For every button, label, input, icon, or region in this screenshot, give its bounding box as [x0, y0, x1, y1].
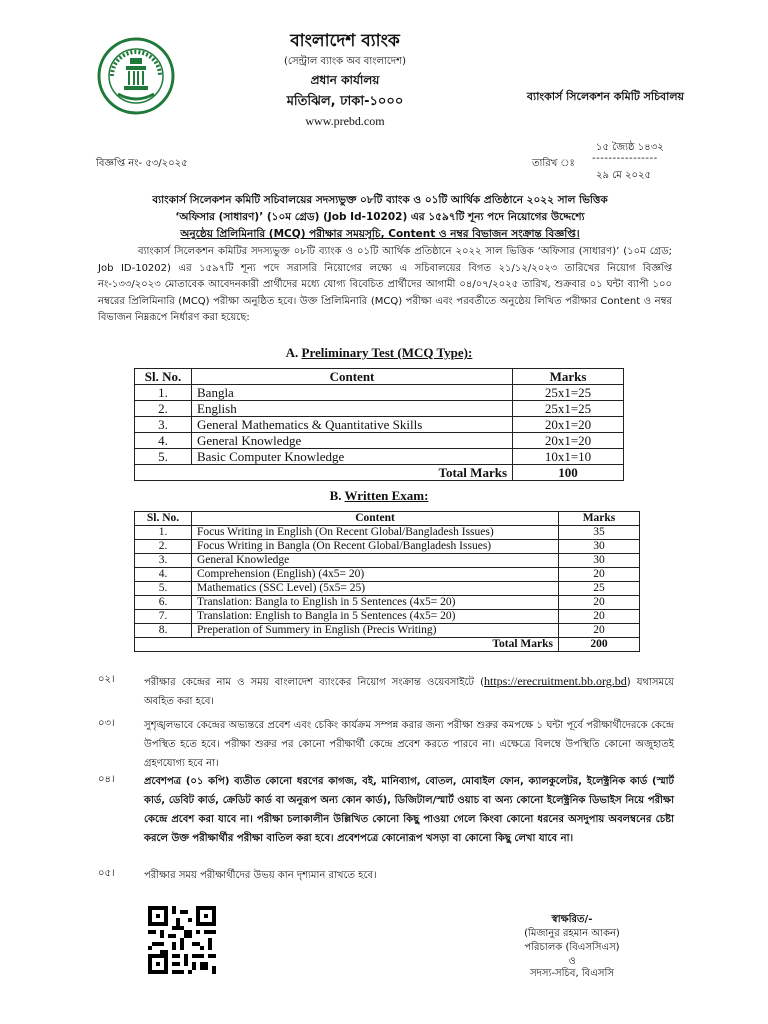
item-number: ০৫। — [98, 868, 115, 879]
website-link[interactable]: www.prebd.com — [305, 114, 385, 128]
subject-line-3: অনুষ্ঠেয় প্রিলিমিনারি (MCQ) পরীক্ষার সময়সূচি, Content ও নম্বর বিভাজন সংক্রান্ত বিজ্ঞপ্তি। — [180, 228, 580, 240]
row-sl: 2. — [135, 401, 192, 417]
row-content: Bangla — [192, 385, 513, 401]
row-sl: 6. — [135, 596, 192, 610]
total-label: Total Marks — [135, 638, 559, 652]
row-marks: 35 — [559, 526, 640, 540]
date-bangla: ১৫ জ্যৈষ্ঠ ১৪৩২ — [596, 142, 664, 153]
row-sl: 5. — [135, 449, 192, 465]
item-text — [144, 672, 674, 711]
row-marks: 25x1=25 — [513, 401, 624, 417]
item-text: সুশৃঙ্খলভাবে কেন্দ্রের অভ্যন্তরে প্রবেশ এবং চেকিং কার্যক্রম সম্পন্ন করার জন্য পরীক্ষা শুরুর কমপক্ষে ১ ঘন্টা পূর্বে পরীক্ষার্থীদেরকে কেন্দ্রে উপস্থিত হতে হবে। পরীক্ষা শুরুর পর কোনো পরীক্ষার্থী কেন্দ্রে প্রবেশ করতে পারবে না। এক্ষেত্রে বিলম্বে উপস্থিতি কোনো অজুহাতই গ্রহণযোগ্য হবে না। — [144, 720, 674, 769]
row-marks: 20x1=20 — [513, 433, 624, 449]
row-content: Mathematics (SSC Level) (5x5= 25) — [192, 582, 559, 596]
row-marks: 30 — [559, 554, 640, 568]
row-sl: 4. — [135, 433, 192, 449]
table-row — [135, 449, 624, 465]
col-sl: Sl. No. — [135, 512, 192, 526]
total-row — [135, 465, 624, 481]
col-marks: Marks — [513, 369, 624, 385]
row-sl: 1. — [135, 526, 192, 540]
col-content: Content — [192, 369, 513, 385]
date-english: ২৯ মে ২০২৫ — [596, 170, 651, 181]
row-content: General Knowledge — [192, 433, 513, 449]
table-row — [135, 596, 640, 610]
row-sl: 3. — [135, 554, 192, 568]
row-sl: 8. — [135, 624, 192, 638]
table-row — [135, 568, 640, 582]
table-row — [135, 540, 640, 554]
item-number: ০২। — [98, 674, 115, 685]
row-marks: 20 — [559, 610, 640, 624]
preliminary-test-table — [134, 368, 624, 481]
total-label: Total Marks — [135, 465, 513, 481]
secretariat-label: ব্যাংকার্স সিলেকশন কমিটি সচিবালয় — [526, 90, 684, 103]
bank-name: বাংলাদেশ ব্যাংক — [290, 31, 400, 51]
item-text: পরীক্ষার সময় পরীক্ষার্থীদের উভয় কান দৃশ্যমান রাখতে হবে। — [144, 870, 377, 881]
row-marks: 25x1=25 — [513, 385, 624, 401]
section-b-heading — [134, 488, 624, 504]
notice-body: ব্যাংকার্স সিলেকশন কমিটির সদস্যভুক্ত ০৮টি ব্যাংক ও ০১টি আর্থিক প্রতিষ্ঠানে ২০২২ সাল ভিত্তিক ‘অফিসার (সাধারণ)’ (১০ম গ্রেড; Job ID-10202) এর ১৫৯৭টি শূন্য পদে সরাসরি নিয়োগের লক্ষ্যে এ সচিবালয়ের বিগত ২১/১২/২০২৩ তারিখের নিয়োগ বিজ্ঞপ্তি নং-১৩৩/২০২৩ মোতাবেক আবেদনকারী প্রার্থীদের মধ্যে যোগ্য বিবেচিত প্রার্থীদের আগামী ০৪/০৭/২০২৫ তারিখ, শুক্রবার ০১ ঘন্টা ব্যাপী ১০০ নম্বরের প্রিলিমিনারি (MCQ) পরীক্ষা অনুষ্ঠিত হবে। উক্ত প্রিলিমিনারি (MCQ) পরীক্ষা এবং পরবর্তীতে অনুষ্ঠেয় লিখিত পরীক্ষার Content ও নম্বর বিভাজন নিম্নরূপে নির্ধারণ করা হয়েছে: — [98, 246, 672, 323]
item-text-after: ) যথাসময়ে অবহিত করা হবে। — [144, 677, 674, 707]
row-content: Preperation of Summery in English (Precis Writing) — [192, 624, 559, 638]
written-exam-table — [134, 511, 640, 652]
table-row — [135, 417, 624, 433]
head-office: প্রধান কার্যালয় — [310, 73, 380, 87]
row-content: Translation: English to Bangla in 5 Sentences (4x5= 20) — [192, 610, 559, 624]
table-row — [135, 582, 640, 596]
row-marks: 20 — [559, 624, 640, 638]
item-number: ০৪। — [98, 774, 115, 785]
total-value: 200 — [559, 638, 640, 652]
bank-address: মতিঝিল, ঢাকা-১০০০ — [286, 94, 404, 109]
row-marks: 30 — [559, 540, 640, 554]
row-sl: 3. — [135, 417, 192, 433]
section-b-title: Written Exam: — [344, 488, 429, 503]
date-separator: ---------------- — [592, 153, 658, 164]
table-row — [135, 610, 640, 624]
signatory-name: (মিজানুর রহমান আকন) — [524, 928, 620, 939]
bank-subtitle: (সেন্ট্রাল ব্যাংক অব বাংলাদেশ) — [284, 56, 406, 67]
row-sl: 4. — [135, 568, 192, 582]
date-label: তারিখ ঃ — [532, 158, 575, 169]
notice-number: বিজ্ঞপ্তি নং- ৫৩/২০২৫ — [96, 158, 188, 169]
row-marks: 20x1=20 — [513, 417, 624, 433]
section-a-heading — [134, 345, 624, 361]
subject-line-1: ব্যাংকার্স সিলেকশন কমিটি সচিবালয়ের সদস্যভুক্ত ০৮টি ব্যাংক ও ০১টি আর্থিক প্রতিষ্ঠানে ২০২২ সাল ভিত্তিক — [152, 194, 608, 206]
row-marks: 20 — [559, 568, 640, 582]
row-sl: 2. — [135, 540, 192, 554]
table-header-row — [135, 512, 640, 526]
table-row — [135, 624, 640, 638]
row-content: Comprehension (English) (4x5= 20) — [192, 568, 559, 582]
row-content: English — [192, 401, 513, 417]
item-text-before: পরীক্ষার কেন্দ্রের নাম ও সময় বাংলাদেশ ব্যাংকের নিয়োগ সংক্রান্ত ওয়েবসাইটে ( — [144, 677, 484, 688]
row-sl: 7. — [135, 610, 192, 624]
total-value: 100 — [513, 465, 624, 481]
table-row — [135, 526, 640, 540]
total-row — [135, 638, 640, 652]
recruitment-link[interactable]: https://erecruitment.bb.org.bd — [484, 674, 627, 688]
row-sl: 5. — [135, 582, 192, 596]
table-header-row — [135, 369, 624, 385]
row-marks: 25 — [559, 582, 640, 596]
item-text: প্রবেশপত্র (০১ কপি) ব্যতীত কোনো ধরণের কাগজ, বই, মানিব্যাগ, বোতল, মোবাইল ফোন, ক্যালকুলেটর, ইলেক্ট্রনিক কার্ড (স্মার্ট কার্ড, ডেবিট কার্ড, ক্রেডিট কার্ড বা অনুরূপ অন্য কোন কার্ড), ডিজিটাল/স্মার্ট ওয়াচ বা অন্য কোনো ইলেক্ট্রনিক ডিভাইস নিয়ে পরীক্ষা কেন্দ্রে প্রবেশ করা যাবে না। পরীক্ষা চলাকালীন উল্লিখিত কোনো কিছু পাওয়া গেলে কিংবা কোনো ধরনের অসদুপায় অবলম্বনের চেষ্টা করলে উক্ত পরীক্ষার্থীর পরীক্ষা বাতিল করা হবে। প্রবেশপত্রে কোনোরূপ খসড়া বা কোনো কিছু লেখা যাবে না। — [144, 776, 674, 844]
table-row — [135, 554, 640, 568]
table-row — [135, 433, 624, 449]
col-marks: Marks — [559, 512, 640, 526]
signatory-title-1: পরিচালক (বিএসসিএস) — [524, 942, 620, 953]
table-row — [135, 401, 624, 417]
row-marks: 10x1=10 — [513, 449, 624, 465]
table-row — [135, 385, 624, 401]
notice-subject — [100, 192, 660, 243]
section-a-title: Preliminary Test (MCQ Type): — [301, 345, 473, 360]
row-content: Basic Computer Knowledge — [192, 449, 513, 465]
row-marks: 20 — [559, 596, 640, 610]
bangladesh-bank-logo-icon — [96, 36, 176, 116]
signatory-title-2: সদস্য-সচিব, বিএসসি — [530, 968, 614, 979]
section-b-letter: B. — [329, 488, 342, 503]
row-content: Translation: Bangla to English in 5 Sentences (4x5= 20) — [192, 596, 559, 610]
subject-line-2: ‘অফিসার (সাধারণ)’ (১০ম গ্রেড) (Job Id-10202) এর ১৫৯৭টি শূন্য পদে নিয়োগের উদ্দেশ্যে — [175, 211, 585, 223]
row-content: General Mathematics & Quantitative Skills — [192, 417, 513, 433]
item-number: ০৩। — [98, 718, 115, 729]
col-content: Content — [192, 512, 559, 526]
row-content: Focus Writing in English (On Recent Global/Bangladesh Issues) — [192, 526, 559, 540]
row-content: General Knowledge — [192, 554, 559, 568]
section-a-letter: A. — [285, 345, 299, 360]
col-sl: Sl. No. — [135, 369, 192, 385]
row-sl: 1. — [135, 385, 192, 401]
row-content: Focus Writing in Bangla (On Recent Global/Bangladesh Issues) — [192, 540, 559, 554]
signatory-and: ও — [568, 956, 576, 967]
qr-code-icon — [148, 906, 216, 974]
signature-signed: স্বাক্ষরিত/- — [551, 914, 593, 925]
